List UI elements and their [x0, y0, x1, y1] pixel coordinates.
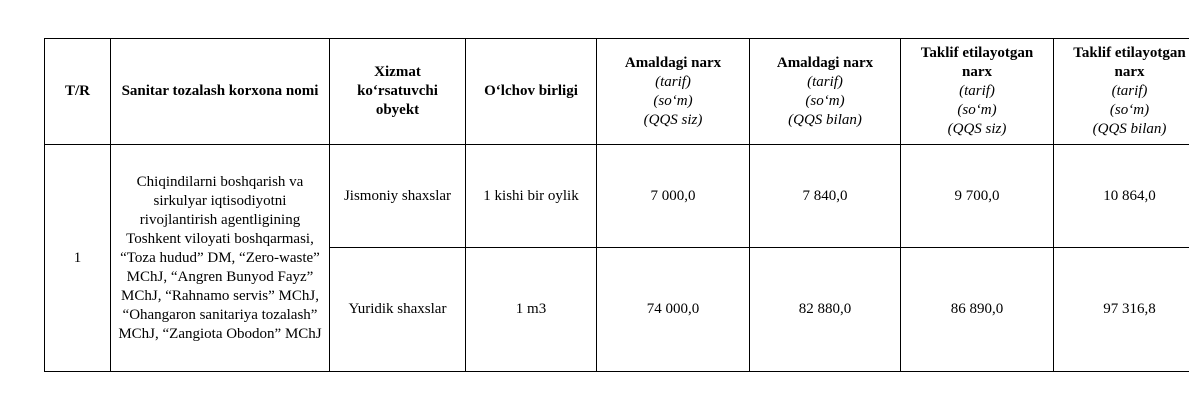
row-number: 1: [45, 145, 111, 372]
header-title: Taklif etilayotgan narx: [920, 45, 1034, 80]
tariff-table: [44, 38, 1189, 372]
header-currency: (so‘m): [1109, 102, 1150, 118]
header-vat: (QQS bilan): [1092, 121, 1167, 137]
header-title: Amaldagi narx: [776, 54, 874, 71]
header-vat: (QQS siz): [643, 111, 703, 128]
unit-of-measure: 1 kishi bir oylik: [466, 145, 597, 248]
header-proposed-price-with-vat: [1054, 39, 1189, 145]
header-currency: (so‘m): [653, 92, 693, 109]
header-current-price-with-vat: [750, 39, 901, 145]
header-title: Taklif etilayotgan narx: [1073, 45, 1186, 80]
current-price-no-vat: 7 000,0: [597, 145, 750, 248]
header-tariff: (tarif): [1111, 83, 1148, 99]
current-price-no-vat: 74 000,0: [597, 248, 750, 372]
header-currency: (so‘m): [805, 92, 845, 109]
proposed-price-with-vat: 10 864,0: [1054, 145, 1189, 248]
proposed-price-with-vat: 97 316,8: [1054, 248, 1189, 372]
header-tariff: (tarif): [655, 73, 691, 90]
header-current-price-no-vat: [597, 39, 750, 145]
header-vat: (QQS siz): [947, 121, 1007, 137]
service-object: Jismoniy shaxslar: [330, 145, 466, 248]
header-row: [45, 39, 1189, 145]
header-unit: O‘lchov birligi: [466, 39, 597, 145]
header-tariff: (tarif): [807, 73, 843, 90]
header-vat: (QQS bilan): [788, 111, 862, 128]
proposed-price-no-vat: 9 700,0: [901, 145, 1054, 248]
proposed-price-no-vat: 86 890,0: [901, 248, 1054, 372]
unit-of-measure: 1 m3: [466, 248, 597, 372]
current-price-with-vat: 82 880,0: [750, 248, 901, 372]
service-object: Yuridik shaxslar: [330, 248, 466, 372]
header-proposed-price-no-vat: [901, 39, 1054, 145]
header-title: Amaldagi narx: [624, 54, 722, 71]
header-company: Sanitar tozalash korxona nomi: [111, 39, 330, 145]
header-tariff: (tarif): [959, 83, 995, 99]
header-tr: T/R: [45, 39, 111, 145]
current-price-with-vat: 7 840,0: [750, 145, 901, 248]
table-row: [45, 145, 1189, 248]
header-object: Xizmat ko‘rsatuvchi obyekt: [330, 39, 466, 145]
company-name: Chiqindilarni boshqarish va sirkulyar iqtisodiyotni rivojlantirish agentligining Toshkent viloyati boshqarmasi, “Toza hudud” DM, “Zero-waste” MChJ, “Angren Bunyod Fayz” MChJ, “Rahnamo servis” MChJ, “Ohangaron sanitariya tozalash” MChJ, “Zangiota Obodon” MChJ: [111, 145, 330, 372]
header-currency: (so‘m): [957, 102, 997, 118]
